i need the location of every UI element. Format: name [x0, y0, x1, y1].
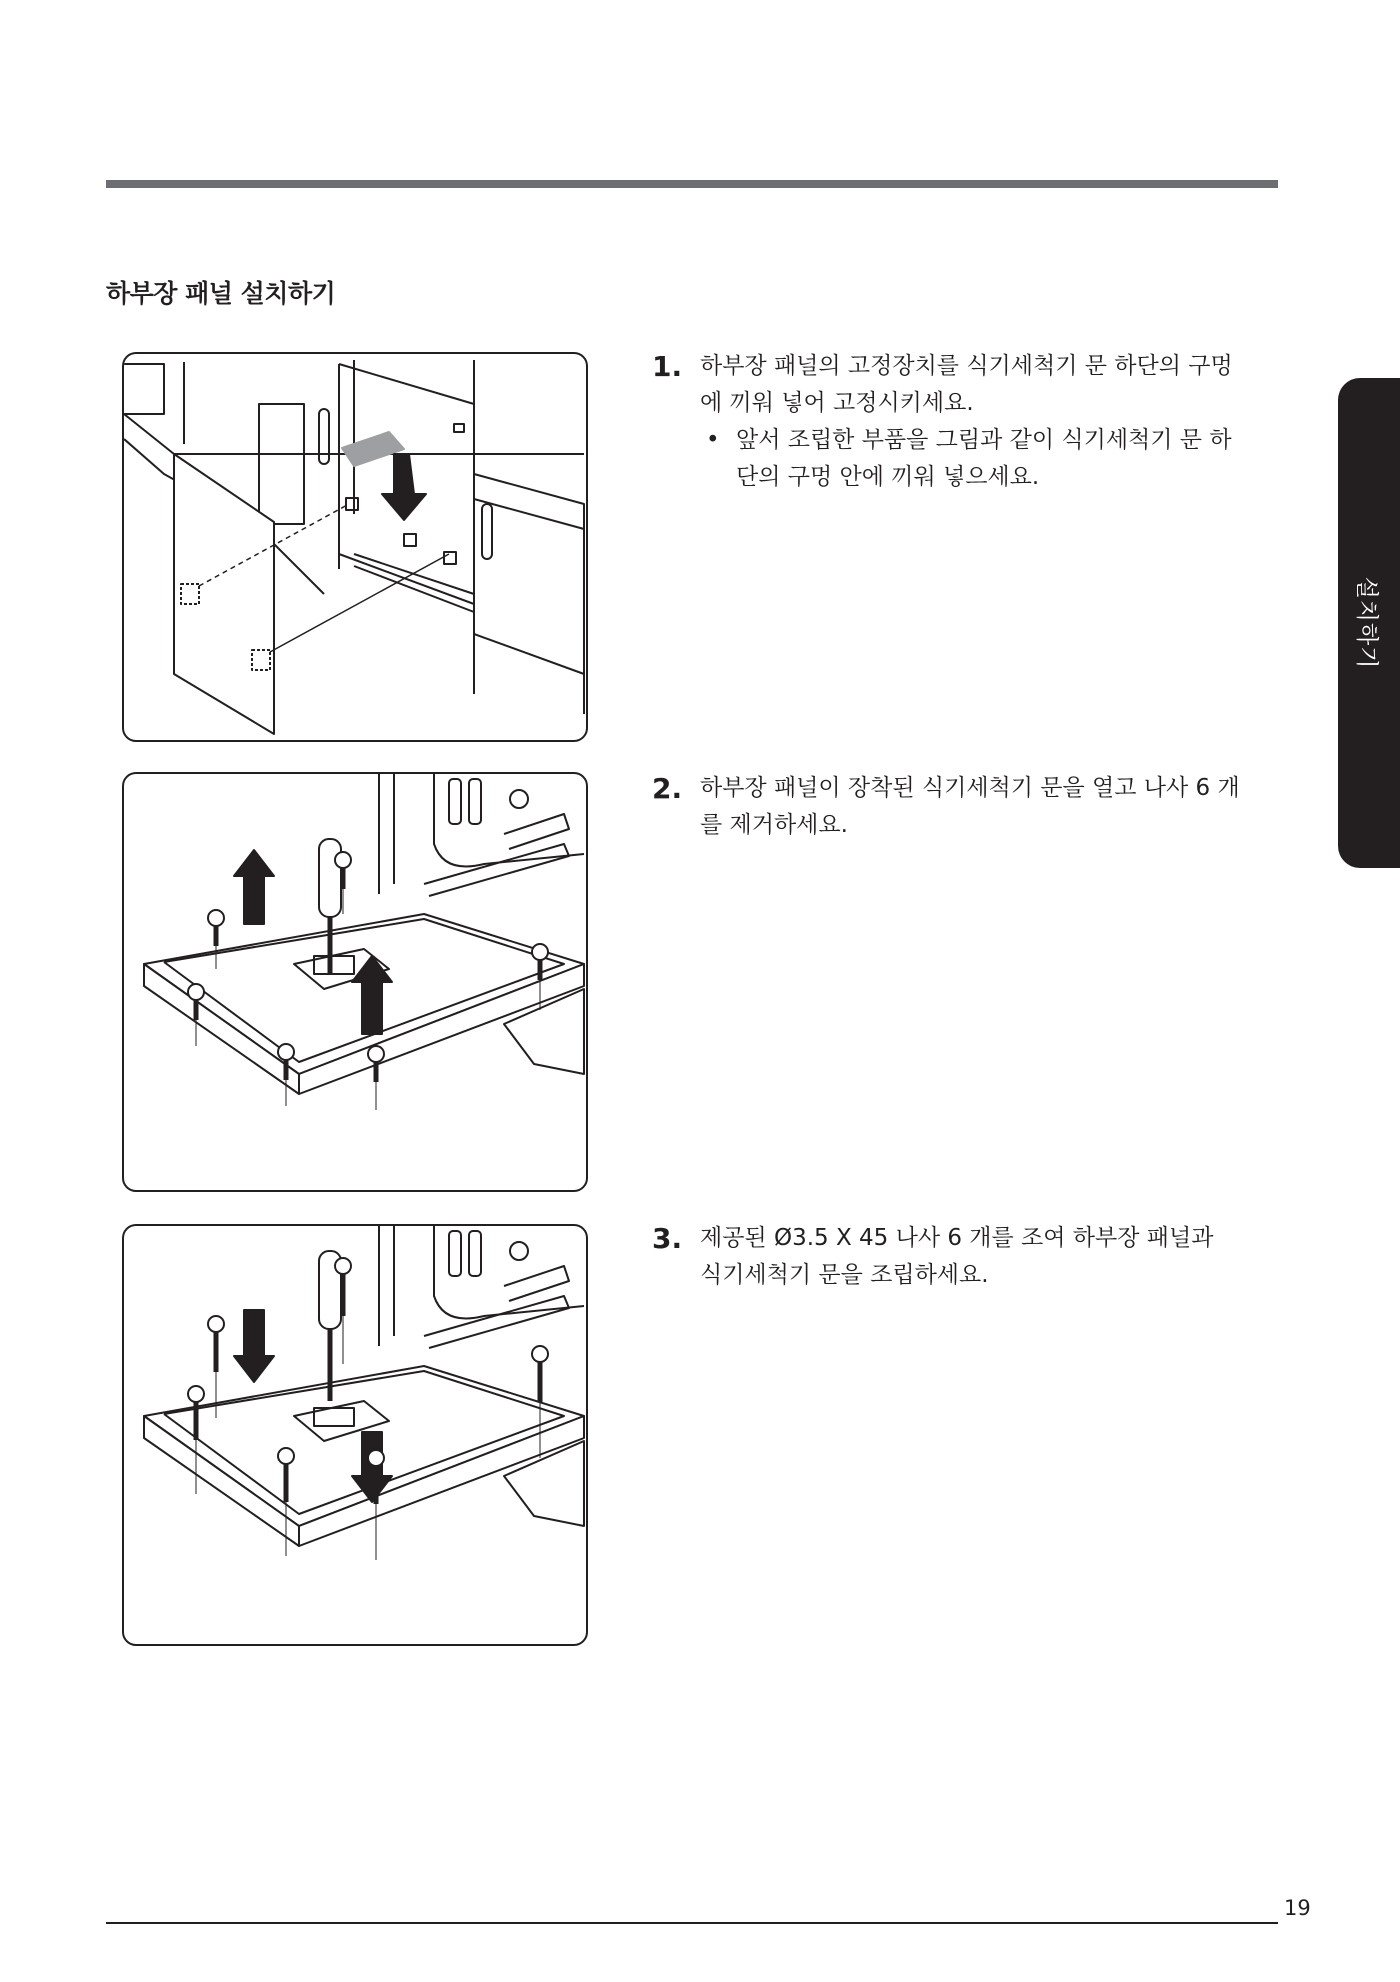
section-title: 하부장 패널 설치하기 [106, 279, 336, 308]
figure-remove-screws [122, 772, 588, 1192]
step-number: 3. [652, 1222, 683, 1255]
step-3 [652, 1220, 1242, 1294]
bullet-text: 앞서 조립한 부품을 그림과 같이 식기세척기 문 하단의 구멍 안에 끼워 넣으세요. [736, 427, 1232, 490]
bullet-dot: • [706, 427, 720, 453]
step-text: 하부장 패널의 고정장치를 식기세척기 문 하단의 구멍에 끼워 넣어 고정시키세요. [700, 353, 1233, 416]
top-rule [106, 180, 1278, 188]
chapter-tab-label: 설치하기 [1353, 576, 1380, 670]
figure-attach-panel [122, 352, 588, 742]
step-bullet [700, 422, 1242, 496]
chapter-side-tab [1338, 378, 1400, 868]
step-number: 1. [652, 350, 683, 383]
step-2 [652, 770, 1242, 844]
figure-fasten-screws [122, 1224, 588, 1646]
step-text: 제공된 Ø3.5 X 45 나사 6 개를 조여 하부장 패널과 식기세척기 문을 조립하세요. [700, 1225, 1214, 1288]
step-number: 2. [652, 772, 683, 805]
page-number: 19 [1284, 1896, 1311, 1920]
bottom-rule [106, 1922, 1278, 1924]
step-text: 하부장 패널이 장착된 식기세척기 문을 열고 나사 6 개를 제거하세요. [700, 775, 1240, 838]
step-1 [652, 348, 1242, 496]
